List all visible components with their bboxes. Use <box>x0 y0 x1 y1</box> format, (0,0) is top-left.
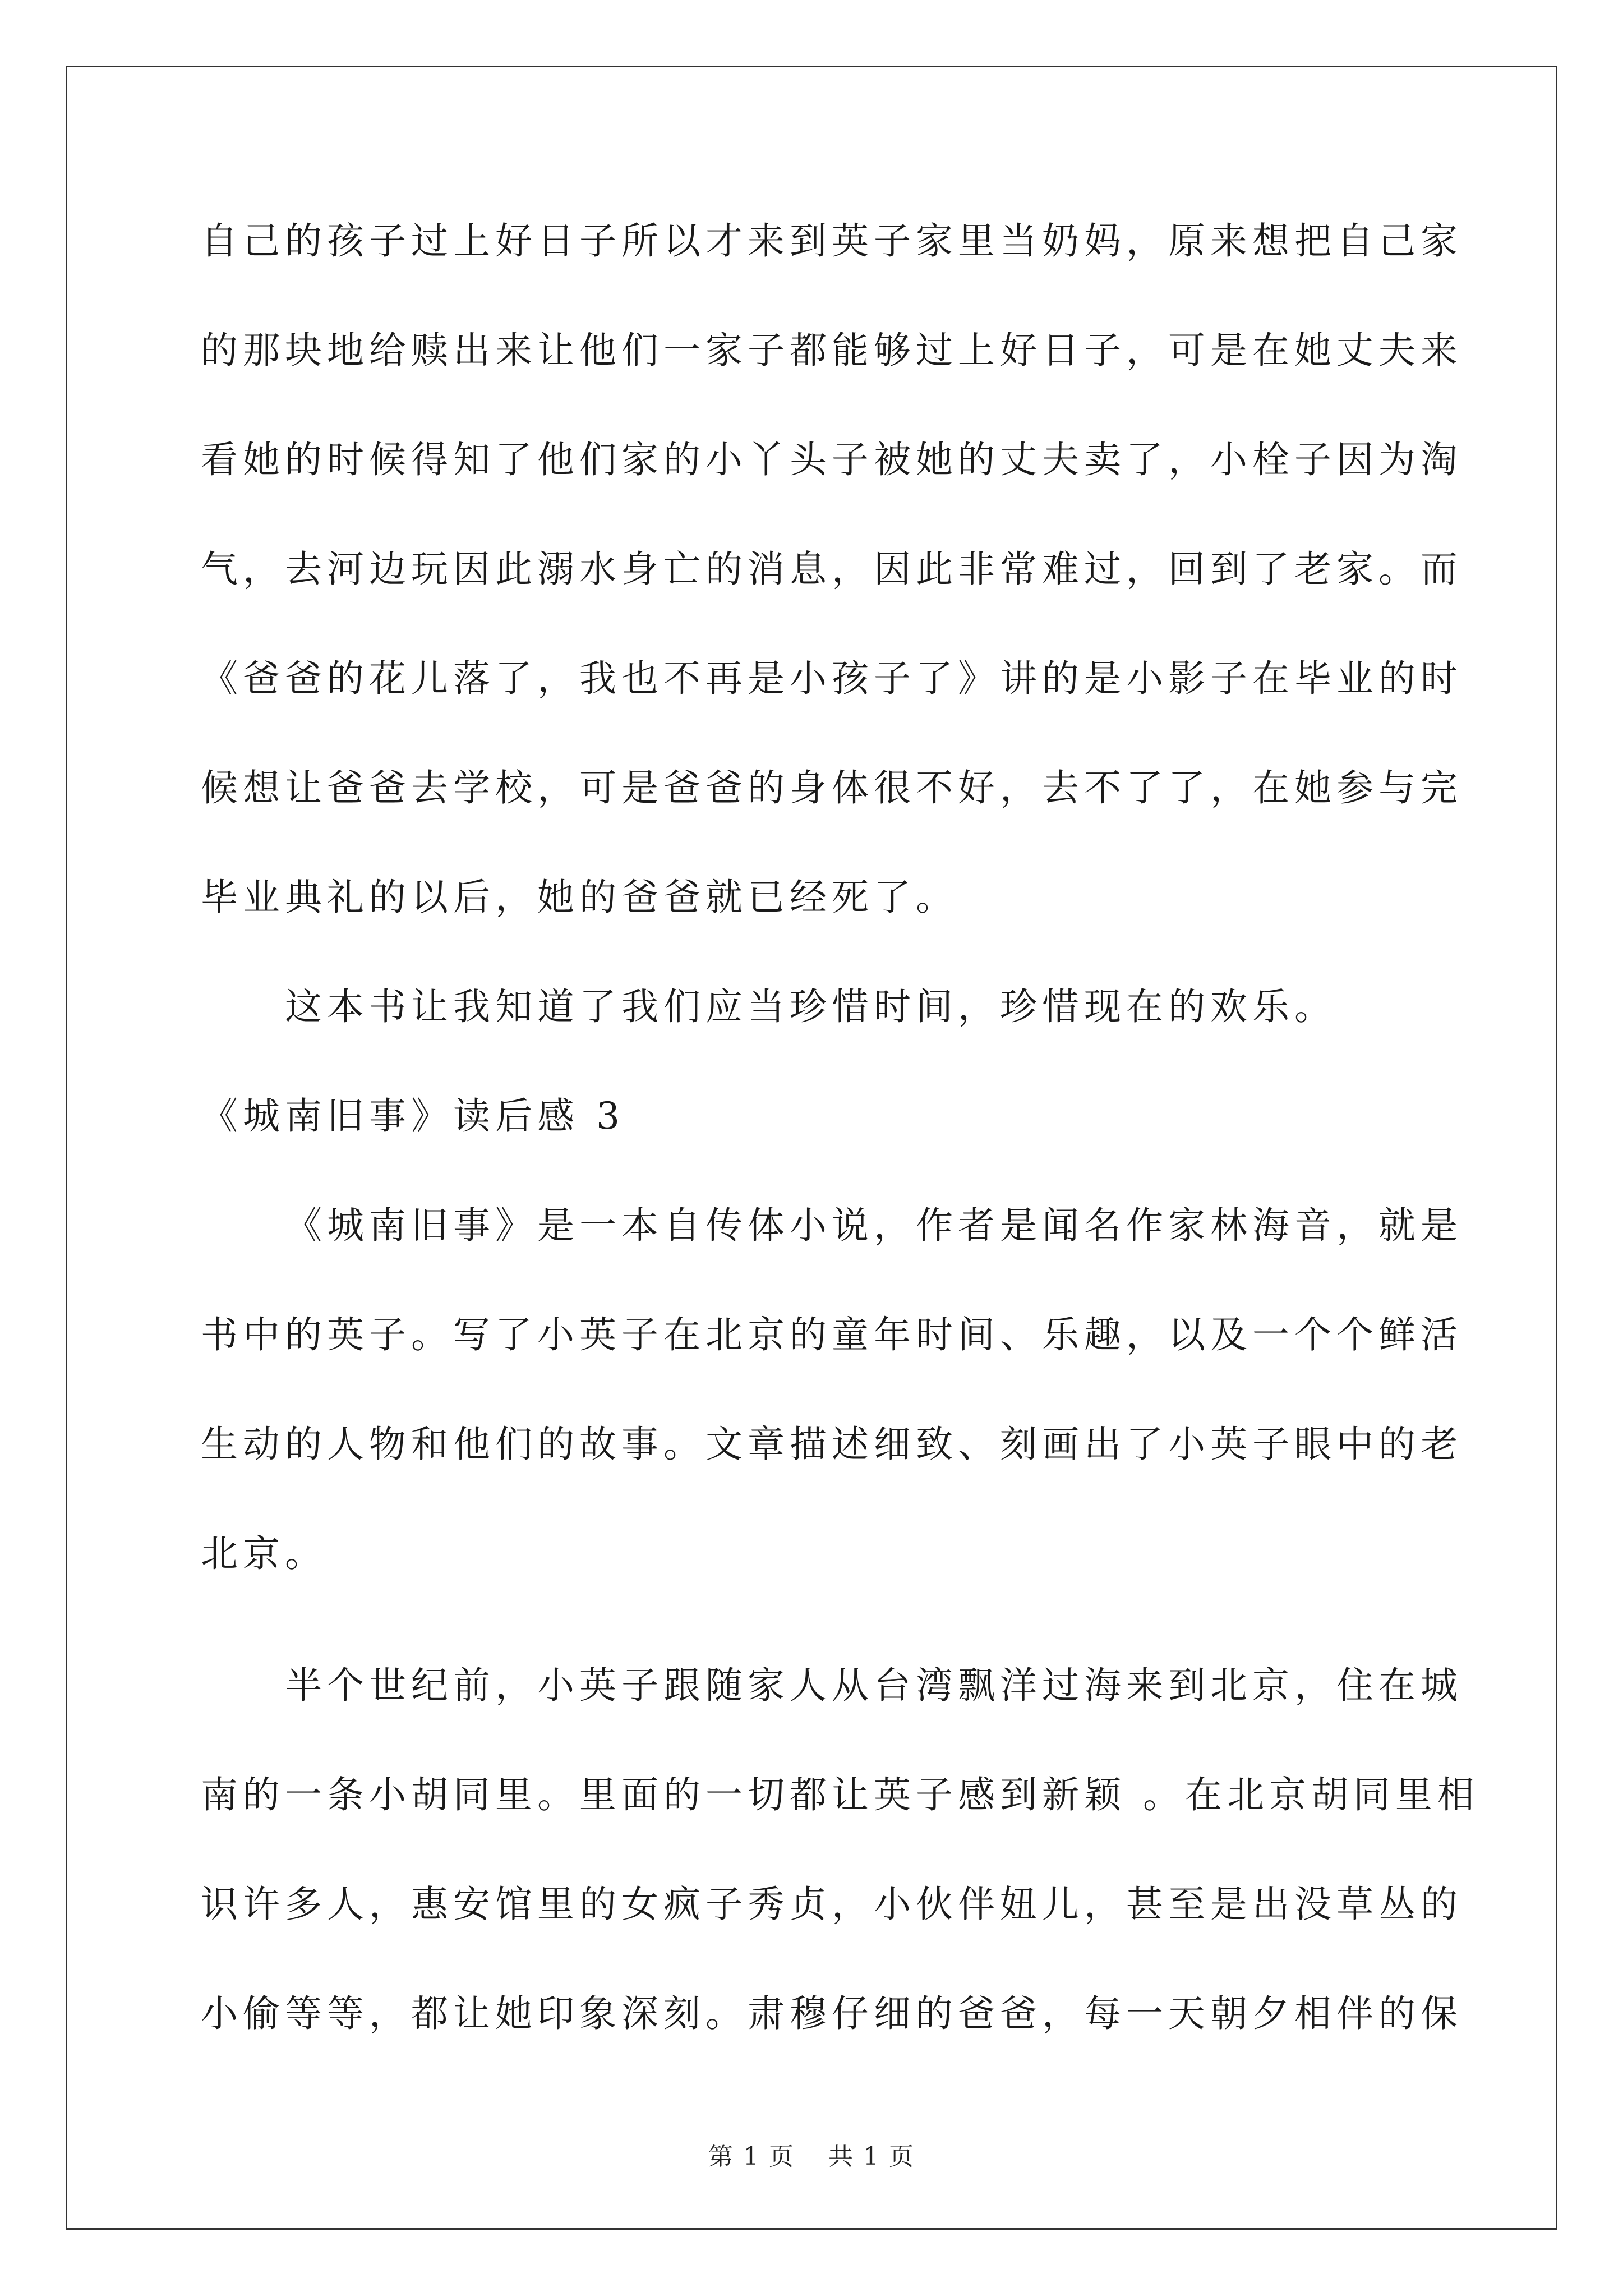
text-line: 小偷等等，都让她印象深刻。肃穆仔细的爸爸，每一天朝夕相伴的保 <box>201 1992 1463 2035</box>
text-line: 看她的时候得知了他们家的小丫头子被她的丈夫卖了，小栓子因为淘 <box>201 438 1463 481</box>
section-heading: 《城南旧事》读后感 3 <box>201 1094 625 1138</box>
text-line: 的那块地给赎出来让他们一家子都能够过上好日子，可是在她丈夫来 <box>201 329 1463 372</box>
text-line: 气，去河边玩因此溺水身亡的消息，因此非常难过，回到了老家。而 <box>201 547 1463 591</box>
text-line: 生动的人物和他们的故事。文章描述细致、刻画出了小英子眼中的老 <box>201 1423 1463 1466</box>
text-line: 自己的孩子过上好日子所以才来到英子家里当奶妈，原来想把自己家 <box>201 219 1463 263</box>
text-line: 北京。 <box>201 1532 327 1575</box>
text-line: 南的一条小胡同里。里面的一切都让英子感到新颖 。在北京胡同里相 <box>201 1773 1479 1816</box>
text-line: 这本书让我知道了我们应当珍惜时间，珍惜现在的欢乐。 <box>285 985 1336 1028</box>
text-line: 《城南旧事》是一本自传体小说，作者是闻名作家林海音，就是 <box>285 1204 1463 1247</box>
page-number: 第 1 页 <box>708 2142 795 2171</box>
page-footer <box>0 2136 1623 2172</box>
text-line: 候想让爸爸去学校，可是爸爸的身体很不好，去不了了，在她参与完 <box>201 766 1463 809</box>
text-line: 识许多人，惠安馆里的女疯子秀贞，小伙伴妞儿，甚至是出没草丛的 <box>201 1883 1463 1926</box>
text-line: 毕业典礼的以后，她的爸爸就已经死了。 <box>201 876 958 919</box>
text-line: 半个世纪前，小英子跟随家人从台湾飘洋过海来到北京，住在城 <box>285 1664 1463 1707</box>
text-line: 《爸爸的花儿落了，我也不再是小孩子了》讲的是小影子在毕业的时 <box>201 657 1463 700</box>
text-line: 书中的英子。写了小英子在北京的童年时间、乐趣，以及一个个鲜活 <box>201 1313 1463 1356</box>
page-total: 共 1 页 <box>828 2142 915 2171</box>
